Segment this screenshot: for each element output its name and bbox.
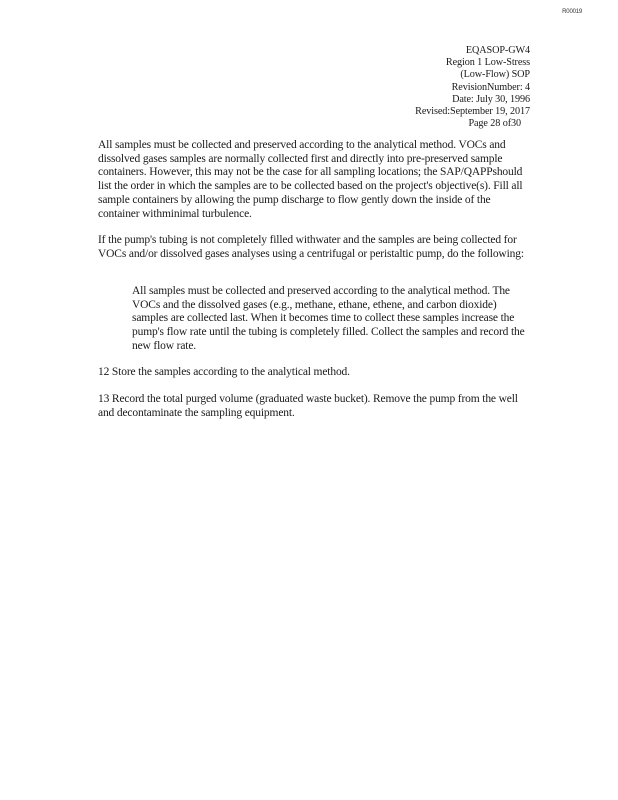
original-date: Date: July 30, 1996	[452, 93, 530, 105]
paragraph-text: All samples must be collected and preserved according to the analytical method. The VOCs and the dissolved gases (e.g., methane, ethane, ethene, and carbon dioxide) samples are collected last. When it becomes time to collect these samples increase the pump's flow rate until the tubing is completely filled. Collect the samples and record the new flow rate.	[132, 285, 525, 352]
step-12	[98, 366, 530, 380]
document-title-line-1: Region 1 Low-Stress	[445, 57, 530, 69]
document-header	[415, 45, 530, 130]
document-id: EQASOP-GW4	[465, 45, 530, 56]
indented-paragraph-procedure	[132, 285, 532, 354]
revision-number: RevisionNumber: 4	[451, 81, 530, 93]
document-title-line-2: (Low-Flow) SOP	[460, 69, 530, 81]
page-stamp: R00019	[562, 9, 582, 15]
revised-date: Revised:September 19, 2017	[415, 106, 530, 118]
paragraph-tubing-condition	[98, 234, 530, 261]
paragraph-text: All samples must be collected and preserved according to the analytical method. VOCs and dissolved gases samples are normally collected first and directly into pre-preserved sample containers. However, this may not be the case for all sampling locations; the SAP/QAPPshould list the order in which the samples are to be collected based on the project's objective(s). Fill all sample containers by allowing the pump discharge to flow gently down the inside of the container withminimal turbulence.	[98, 139, 523, 220]
paragraph-sample-collection	[98, 139, 530, 221]
step-text: 13 Record the total purged volume (graduated waste bucket). Remove the pump from the well and decontaminate the sampling equipment.	[98, 393, 518, 419]
paragraph-text: If the pump's tubing is not completely filled withwater and the samples are being collected for VOCs and/or dissolved gases analyses using a centrifugal or peristaltic pump, do the following:	[98, 234, 524, 260]
step-text: 12 Store the samples according to the analytical method.	[98, 366, 350, 378]
page-number: Page 28 of30	[468, 118, 521, 130]
step-13	[98, 393, 530, 420]
